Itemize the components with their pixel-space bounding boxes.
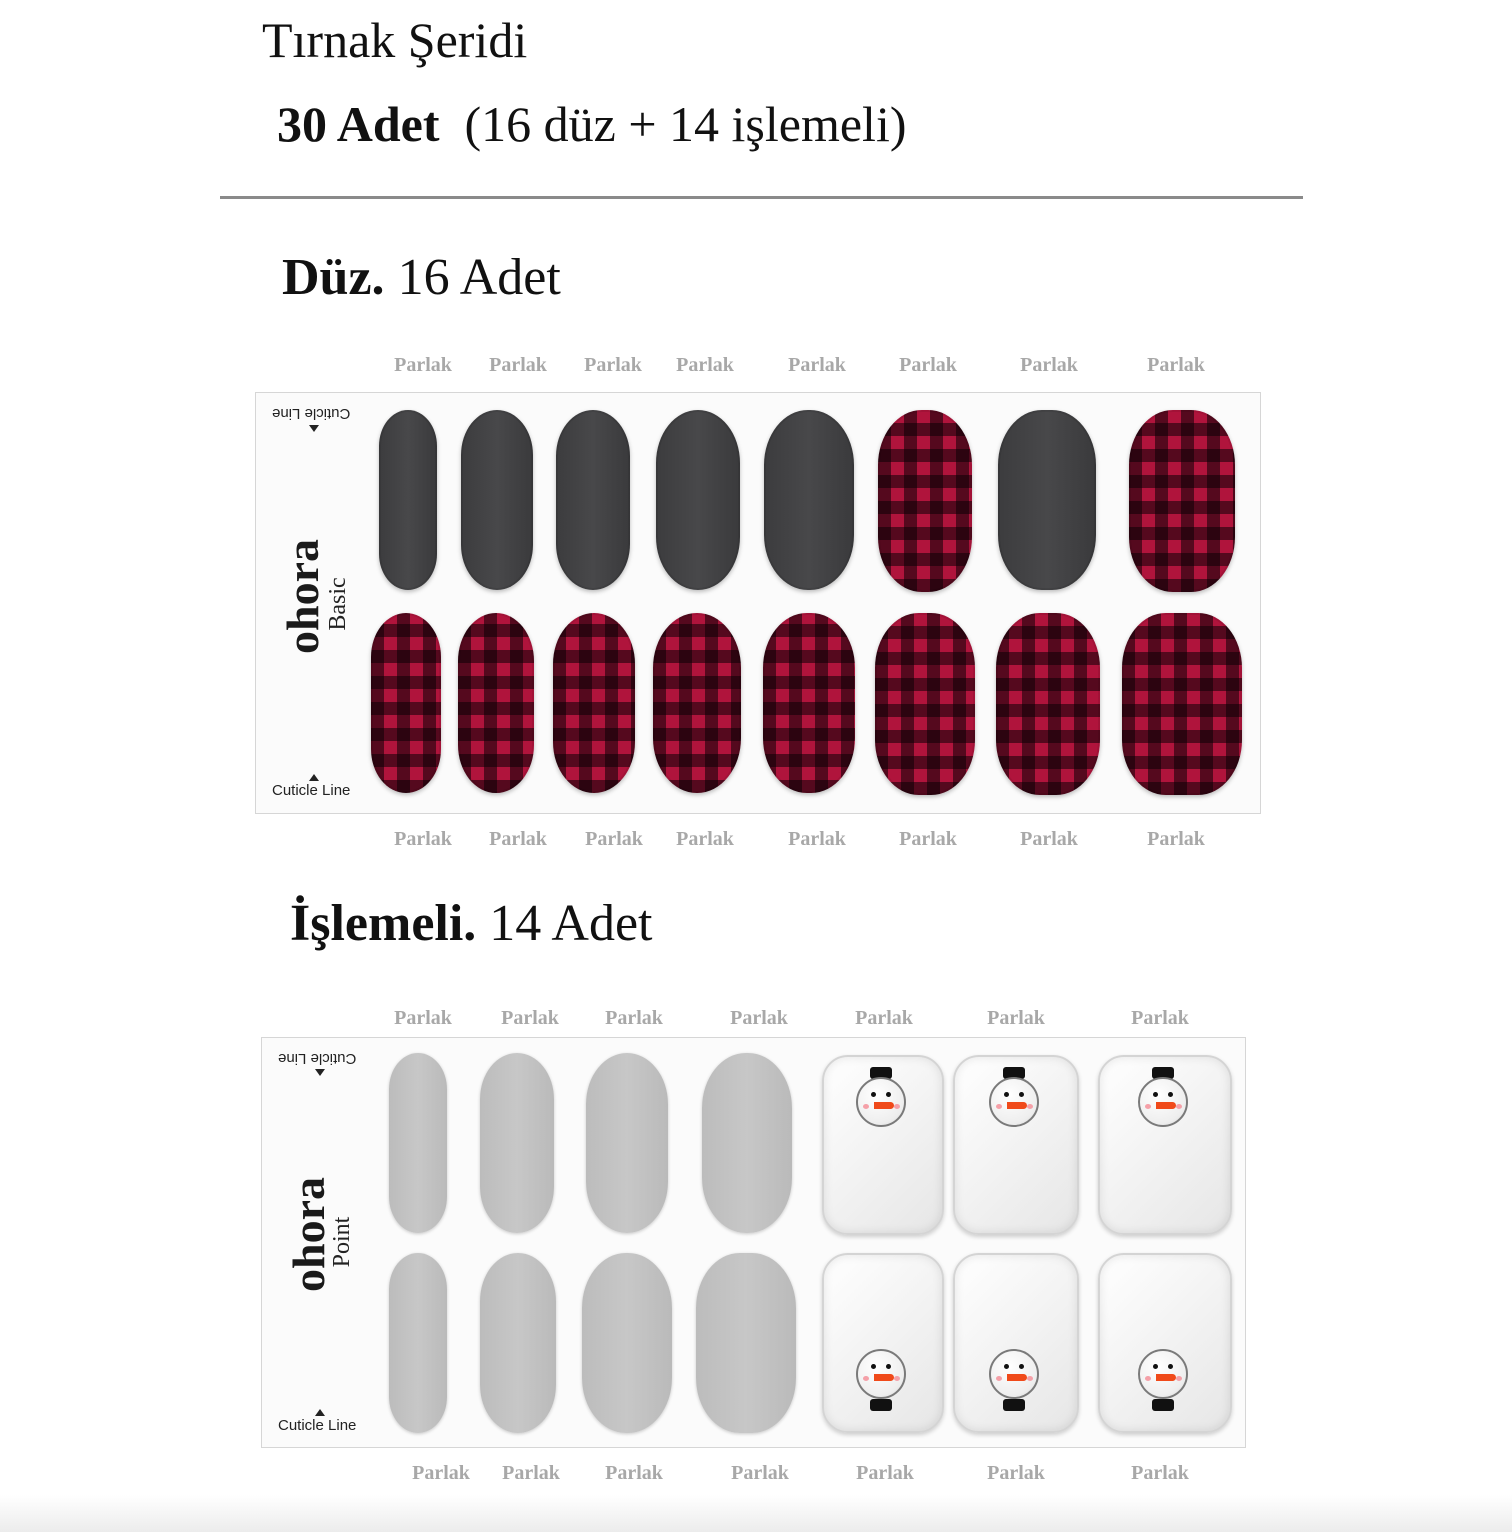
finish-label: Parlak [605,1462,663,1484]
finish-label: Parlak [394,828,452,850]
snowman-detail [874,1102,894,1109]
snowman-detail [1156,1374,1176,1381]
snowman-detail [996,1104,1002,1109]
snowman-detail [871,1092,876,1097]
finish-label: Parlak [899,354,957,376]
nail-strip-plaid-bottom[interactable] [996,613,1100,795]
nail-strip-snowman-top[interactable] [953,1055,1079,1235]
finish-label: Parlak [987,1007,1045,1029]
snowman-detail [1156,1102,1176,1109]
snowman-detail [1027,1376,1033,1381]
snowman-face-icon [989,1077,1039,1127]
nail-strip-grey-top[interactable] [389,1053,447,1233]
cuticle-arrow-down-icon [309,425,319,432]
piece-count-total: 30 Adet [277,96,440,152]
nail-strip-grey-bottom[interactable] [696,1253,796,1433]
snowman-icon [989,1349,1039,1415]
snowman-detail [871,1364,876,1369]
snowman-detail [996,1376,1002,1381]
nail-strip-snowman-top[interactable] [1098,1055,1232,1235]
nail-strip-plaid-bottom[interactable] [763,613,855,793]
nail-strip-snowman-top[interactable] [822,1055,944,1235]
brand-logo: ohora [277,539,328,654]
snowman-detail [886,1364,891,1369]
page-title: Tırnak Şeridi [262,12,528,68]
nail-strip-solid-top[interactable] [656,410,740,590]
nail-strip-solid-top[interactable] [379,410,437,590]
snowman-detail [1007,1374,1027,1381]
snowman-detail [894,1104,900,1109]
snowman-face-icon [856,1349,906,1399]
finish-label: Parlak [394,354,452,376]
section-title-plain [282,246,561,310]
finish-label: Parlak [584,354,642,376]
snowman-detail [1027,1104,1033,1109]
snowman-hat-icon [1152,1399,1174,1411]
snowman-detail [1145,1104,1151,1109]
snowman-detail [886,1092,891,1097]
snowman-face-icon [856,1077,906,1127]
snowman-detail [1153,1364,1158,1369]
finish-label: Parlak [1131,1462,1189,1484]
nail-sheet-plain [255,392,1261,814]
snowman-detail [1168,1364,1173,1369]
divider [220,196,1303,199]
snowman-detail [1145,1376,1151,1381]
nail-strip-grey-top[interactable] [702,1053,792,1233]
finish-label: Parlak [788,828,846,850]
finish-label: Parlak [676,828,734,850]
finish-label: Parlak [1147,828,1205,850]
nail-strip-snowman-bottom[interactable] [953,1253,1079,1433]
finish-label: Parlak [1020,828,1078,850]
nail-strip-plaid-bottom[interactable] [875,613,975,795]
finish-label: Parlak [1020,354,1078,376]
snowman-detail [1176,1376,1182,1381]
nail-strip-solid-top[interactable] [556,410,630,590]
nail-strip-plaid-bottom[interactable] [553,613,635,793]
snowman-icon [856,1067,906,1133]
nail-strip-solid-top[interactable] [998,410,1096,590]
finish-label: Parlak [489,354,547,376]
section-title-decorated-count: 14 Adet [489,895,653,952]
finish-label: Parlak [855,1007,913,1029]
snowman-detail [1007,1102,1027,1109]
cuticle-line-label-bottom: Cuticle Line [272,782,351,799]
nail-strip-plaid-top[interactable] [878,410,972,592]
nail-strip-solid-top[interactable] [764,410,854,590]
snowman-detail [863,1376,869,1381]
section-title-decorated-bold: İşlemeli. [290,895,477,952]
piece-count-detail: (16 düz + 14 işlemeli) [464,96,907,152]
snowman-face-icon [1138,1349,1188,1399]
snowman-hat-icon [1003,1399,1025,1411]
nail-strip-snowman-bottom[interactable] [1098,1253,1232,1433]
finish-label: Parlak [856,1462,914,1484]
nail-strip-grey-bottom[interactable] [582,1253,672,1433]
nail-strip-grey-bottom[interactable] [389,1253,447,1433]
snowman-detail [874,1374,894,1381]
cuticle-line-label-bottom: Cuticle Line [278,1417,357,1434]
nail-strip-plaid-bottom[interactable] [653,613,741,793]
snowman-detail [1019,1092,1024,1097]
snowman-detail [1019,1364,1024,1369]
finish-label: Parlak [605,1007,663,1029]
nail-strip-plaid-bottom[interactable] [1122,613,1242,795]
nail-strip-snowman-bottom[interactable] [822,1253,944,1433]
finish-label: Parlak [501,1007,559,1029]
bottom-edge [0,1495,1512,1532]
snowman-detail [1176,1104,1182,1109]
finish-label: Parlak [731,1462,789,1484]
snowman-icon [1138,1067,1188,1133]
brand-logo: ohora [283,1177,334,1292]
cuticle-arrow-up-icon [315,1409,325,1416]
snowman-detail [1004,1092,1009,1097]
nail-strip-plaid-bottom[interactable] [458,613,534,793]
nail-strip-grey-top[interactable] [586,1053,668,1233]
snowman-icon [856,1349,906,1415]
cuticle-line-label-top: Cuticle Line [272,405,351,422]
finish-label: Parlak [1131,1007,1189,1029]
finish-label: Parlak [899,828,957,850]
nail-strip-plaid-bottom[interactable] [371,613,441,793]
finish-label: Parlak [412,1462,470,1484]
snowman-detail [1168,1092,1173,1097]
finish-label: Parlak [987,1462,1045,1484]
finish-label: Parlak [1147,354,1205,376]
brand-variant: Point [329,1216,355,1268]
finish-label: Parlak [489,828,547,850]
snowman-face-icon [989,1349,1039,1399]
snowman-detail [894,1376,900,1381]
snowman-hat-icon [870,1399,892,1411]
cuticle-arrow-down-icon [315,1069,325,1076]
nail-strip-grey-top[interactable] [480,1053,554,1233]
snowman-detail [863,1104,869,1109]
finish-label: Parlak [585,828,643,850]
snowman-icon [1138,1349,1188,1415]
finish-label: Parlak [394,1007,452,1029]
snowman-face-icon [1138,1077,1188,1127]
piece-count [277,92,907,156]
snowman-icon [989,1067,1039,1133]
cuticle-line-label-top: Cuticle Line [278,1050,357,1067]
finish-label: Parlak [788,354,846,376]
cuticle-arrow-up-icon [309,774,319,781]
finish-label: Parlak [676,354,734,376]
section-title-decorated [290,892,653,956]
snowman-detail [1004,1364,1009,1369]
nail-sheet-decorated [261,1037,1246,1448]
nail-strip-solid-top[interactable] [461,410,533,590]
finish-label: Parlak [730,1007,788,1029]
section-title-plain-bold: Düz. [282,249,385,306]
finish-label: Parlak [502,1462,560,1484]
brand-variant: Basic [325,577,351,631]
nail-strip-plaid-top[interactable] [1129,410,1235,592]
snowman-detail [1153,1092,1158,1097]
nail-strip-grey-bottom[interactable] [480,1253,556,1433]
section-title-plain-count: 16 Adet [397,249,561,306]
